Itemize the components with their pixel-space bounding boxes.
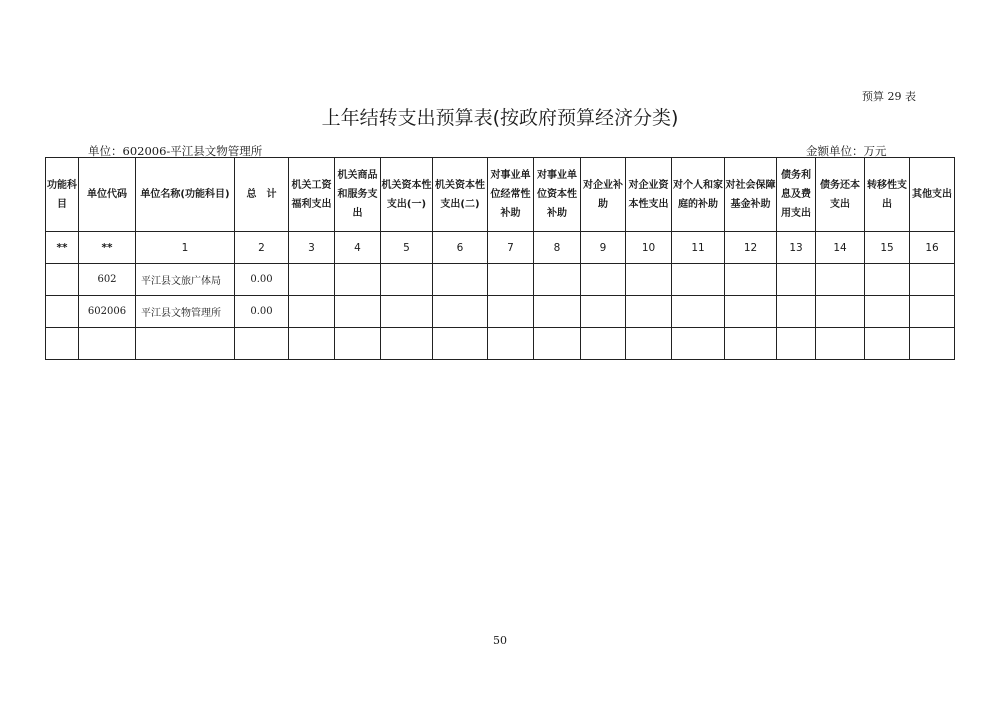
table-cell: [865, 328, 910, 360]
table-cell: [381, 264, 433, 296]
index-cell: 6: [433, 232, 488, 264]
index-cell: **: [46, 232, 79, 264]
index-cell: 11: [672, 232, 725, 264]
index-cell: 4: [335, 232, 381, 264]
col-header-salary-welfare: 机关工资福利支出: [289, 158, 335, 232]
table-cell: [581, 296, 626, 328]
table-cell: [534, 296, 581, 328]
table-cell: [534, 328, 581, 360]
table-row: [46, 264, 955, 296]
table-cell: [534, 264, 581, 296]
col-header-debt-interest: 债务利息及费用支出: [777, 158, 816, 232]
index-cell: 14: [816, 232, 865, 264]
table-cell: [488, 264, 534, 296]
table-cell: [777, 296, 816, 328]
table-cell: [581, 264, 626, 296]
amount-unit-label: 金额单位：万元: [806, 144, 887, 158]
table-row: [46, 328, 955, 360]
table-cell: [381, 296, 433, 328]
index-cell: 8: [534, 232, 581, 264]
cell-unit-code: [79, 328, 136, 360]
index-cell: 5: [381, 232, 433, 264]
col-header-function-subject: 功能科目: [46, 158, 79, 232]
index-row: [46, 232, 955, 264]
table-cell: [581, 328, 626, 360]
col-header-unit-code: 单位代码: [79, 158, 136, 232]
table-row: [46, 296, 955, 328]
col-header-transfer: 转移性支出: [865, 158, 910, 232]
index-cell: **: [79, 232, 136, 264]
table-cell: [910, 296, 955, 328]
index-cell: 3: [289, 232, 335, 264]
index-cell: 10: [626, 232, 672, 264]
table-cell: [910, 264, 955, 296]
cell-total: 0.00: [235, 264, 289, 296]
index-cell: 2: [235, 232, 289, 264]
table-cell: [335, 264, 381, 296]
table-cell: [433, 264, 488, 296]
table-cell: [488, 328, 534, 360]
table-cell: [910, 328, 955, 360]
index-cell: 7: [488, 232, 534, 264]
table-cell: [488, 296, 534, 328]
table-cell: [335, 328, 381, 360]
index-cell: 15: [865, 232, 910, 264]
table-cell: [433, 296, 488, 328]
table-cell: [777, 264, 816, 296]
cell-total: 0.00: [235, 296, 289, 328]
index-cell: 12: [725, 232, 777, 264]
index-cell: 9: [581, 232, 626, 264]
table-cell: [725, 296, 777, 328]
table-cell: [626, 328, 672, 360]
col-header-social-security: 对社会保障基金补助: [725, 158, 777, 232]
table-cell: [865, 296, 910, 328]
cell-unit-name: [136, 328, 235, 360]
col-header-institution-recurrent: 对事业单位经常性补助: [488, 158, 534, 232]
table-cell: [725, 264, 777, 296]
table-cell: [816, 328, 865, 360]
col-header-enterprise-capital: 对企业资本性支出: [626, 158, 672, 232]
cell-function-subject: [46, 296, 79, 328]
budget-table: [45, 157, 955, 360]
col-header-institution-capital: 对事业单位资本性补助: [534, 158, 581, 232]
col-header-enterprise-subsidy: 对企业补助: [581, 158, 626, 232]
cell-unit-code: 602: [79, 264, 136, 296]
cell-function-subject: [46, 328, 79, 360]
table-cell: [725, 328, 777, 360]
header-row: [46, 158, 955, 232]
index-cell: 13: [777, 232, 816, 264]
table-cell: [816, 264, 865, 296]
table-cell: [289, 296, 335, 328]
form-number: 预算 29 表: [862, 90, 916, 103]
table-cell: [865, 264, 910, 296]
cell-unit-name: 平江县文旅广体局: [136, 264, 235, 296]
table-cell: [381, 328, 433, 360]
page-number: 50: [493, 634, 507, 647]
col-header-unit-name: 单位名称(功能科目): [136, 158, 235, 232]
table-cell: [672, 264, 725, 296]
index-cell: 16: [910, 232, 955, 264]
col-header-goods-services: 机关商品和服务支出: [335, 158, 381, 232]
cell-function-subject: [46, 264, 79, 296]
col-header-total: 总 计: [235, 158, 289, 232]
table-cell: [289, 328, 335, 360]
col-header-capital-2: 机关资本性支出(二): [433, 158, 488, 232]
col-header-debt-principal: 债务还本支出: [816, 158, 865, 232]
table-cell: [289, 264, 335, 296]
col-header-other: 其他支出: [910, 158, 955, 232]
page-title: 上年结转支出预算表(按政府预算经济分类): [321, 107, 679, 129]
col-header-capital-1: 机关资本性支出(一): [381, 158, 433, 232]
table-cell: [433, 328, 488, 360]
col-header-household-subsidy: 对个人和家庭的补助: [672, 158, 725, 232]
unit-label: 单位：602006-平江县文物管理所: [88, 144, 263, 158]
table-cell: [672, 328, 725, 360]
table-cell: [626, 296, 672, 328]
table-cell: [335, 296, 381, 328]
table-cell: [626, 264, 672, 296]
table-cell: [816, 296, 865, 328]
cell-total: [235, 328, 289, 360]
index-cell: 1: [136, 232, 235, 264]
cell-unit-name: 平江县文物管理所: [136, 296, 235, 328]
table-cell: [672, 296, 725, 328]
cell-unit-code: 602006: [79, 296, 136, 328]
table-cell: [777, 328, 816, 360]
